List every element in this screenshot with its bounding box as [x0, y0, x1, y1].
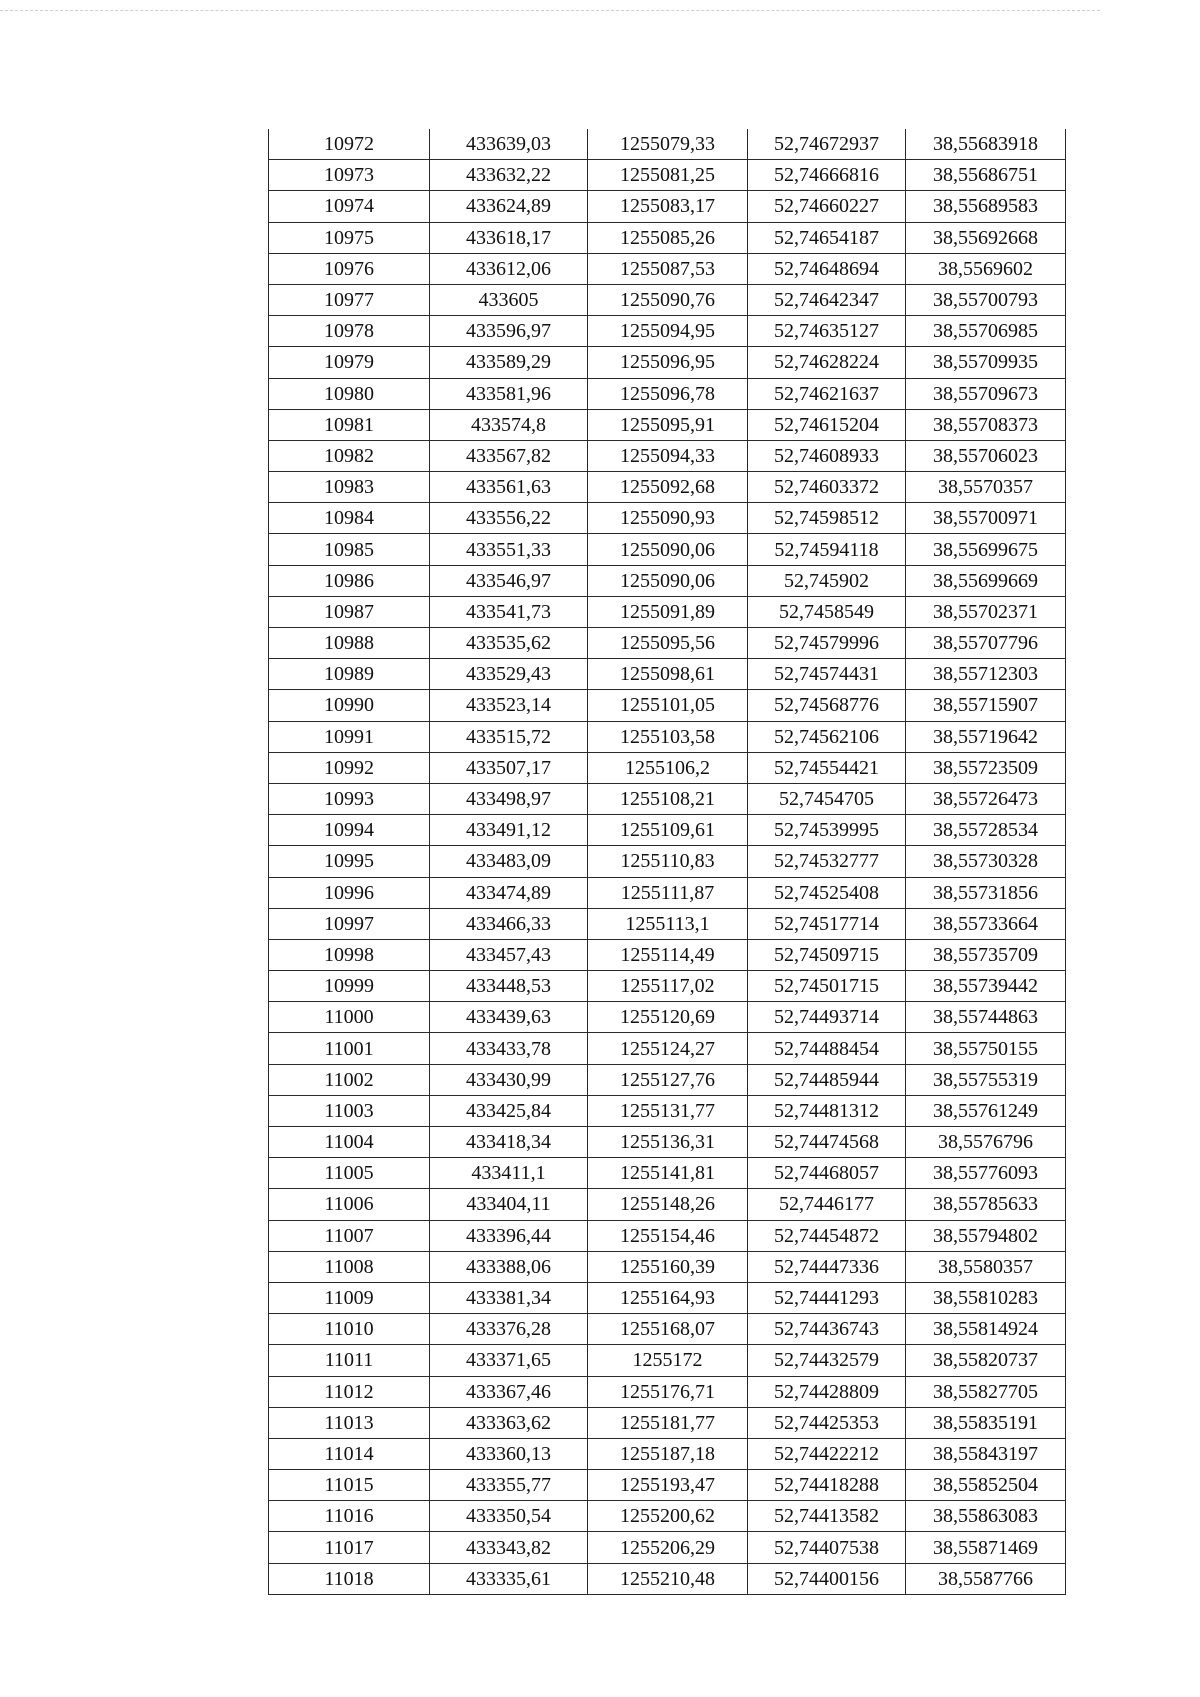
longitude-cell: 38,55715907: [906, 690, 1066, 721]
point-number-cell: 10991: [269, 721, 430, 752]
x-coordinate-cell: 433363,62: [430, 1407, 588, 1438]
table-row: [269, 1002, 1066, 1033]
x-coordinate-cell: 433376,28: [430, 1314, 588, 1345]
x-coordinate-cell: 433581,96: [430, 378, 588, 409]
longitude-cell: 38,55814924: [906, 1314, 1066, 1345]
point-number-cell: 11003: [269, 1095, 430, 1126]
x-coordinate-cell: 433632,22: [430, 160, 588, 191]
y-coordinate-cell: 1255096,78: [588, 378, 748, 409]
y-coordinate-cell: 1255127,76: [588, 1064, 748, 1095]
point-number-cell: 11016: [269, 1501, 430, 1532]
x-coordinate-cell: 433535,62: [430, 628, 588, 659]
longitude-cell: 38,55852504: [906, 1470, 1066, 1501]
longitude-cell: 38,55755319: [906, 1064, 1066, 1095]
latitude-cell: 52,74474568: [748, 1127, 906, 1158]
y-coordinate-cell: 1255113,1: [588, 908, 748, 939]
table-row: [269, 721, 1066, 752]
y-coordinate-cell: 1255206,29: [588, 1532, 748, 1563]
point-number-cell: 11017: [269, 1532, 430, 1563]
x-coordinate-cell: 433612,06: [430, 253, 588, 284]
x-coordinate-cell: 433515,72: [430, 721, 588, 752]
x-coordinate-cell: 433529,43: [430, 659, 588, 690]
y-coordinate-cell: 1255187,18: [588, 1438, 748, 1469]
x-coordinate-cell: 433411,1: [430, 1158, 588, 1189]
longitude-cell: 38,55810283: [906, 1282, 1066, 1313]
y-coordinate-cell: 1255172: [588, 1345, 748, 1376]
latitude-cell: 52,74517714: [748, 908, 906, 939]
point-number-cell: 10990: [269, 690, 430, 721]
longitude-cell: 38,55708373: [906, 409, 1066, 440]
table-row: [269, 1501, 1066, 1532]
point-number-cell: 10988: [269, 628, 430, 659]
point-number-cell: 10983: [269, 472, 430, 503]
table-row: [269, 565, 1066, 596]
y-coordinate-cell: 1255090,06: [588, 534, 748, 565]
y-coordinate-cell: 1255090,93: [588, 503, 748, 534]
x-coordinate-cell: 433396,44: [430, 1220, 588, 1251]
longitude-cell: 38,55706985: [906, 316, 1066, 347]
latitude-cell: 52,74447336: [748, 1251, 906, 1282]
table-row: [269, 877, 1066, 908]
latitude-cell: 52,74574431: [748, 659, 906, 690]
y-coordinate-cell: 1255181,77: [588, 1407, 748, 1438]
y-coordinate-cell: 1255092,68: [588, 472, 748, 503]
latitude-cell: 52,74481312: [748, 1095, 906, 1126]
y-coordinate-cell: 1255094,95: [588, 316, 748, 347]
latitude-cell: 52,74422212: [748, 1438, 906, 1469]
x-coordinate-cell: 433448,53: [430, 971, 588, 1002]
y-coordinate-cell: 1255117,02: [588, 971, 748, 1002]
point-number-cell: 10997: [269, 908, 430, 939]
x-coordinate-cell: 433381,34: [430, 1282, 588, 1313]
point-number-cell: 11008: [269, 1251, 430, 1282]
table-row: [269, 160, 1066, 191]
y-coordinate-cell: 1255090,76: [588, 284, 748, 315]
latitude-cell: 52,74603372: [748, 472, 906, 503]
longitude-cell: 38,55750155: [906, 1033, 1066, 1064]
table-row: [269, 347, 1066, 378]
point-number-cell: 10992: [269, 752, 430, 783]
y-coordinate-cell: 1255095,56: [588, 628, 748, 659]
longitude-cell: 38,55739442: [906, 971, 1066, 1002]
table-row: [269, 1251, 1066, 1282]
latitude-cell: 52,74554421: [748, 752, 906, 783]
point-number-cell: 10972: [269, 129, 430, 160]
latitude-cell: 52,74642347: [748, 284, 906, 315]
y-coordinate-cell: 1255096,95: [588, 347, 748, 378]
longitude-cell: 38,55733664: [906, 908, 1066, 939]
table-row: [269, 659, 1066, 690]
longitude-cell: 38,55699675: [906, 534, 1066, 565]
table-row: [269, 222, 1066, 253]
x-coordinate-cell: 433457,43: [430, 939, 588, 970]
point-number-cell: 10998: [269, 939, 430, 970]
longitude-cell: 38,5580357: [906, 1251, 1066, 1282]
x-coordinate-cell: 433335,61: [430, 1563, 588, 1594]
y-coordinate-cell: 1255094,33: [588, 440, 748, 471]
latitude-cell: 52,74418288: [748, 1470, 906, 1501]
table-row: [269, 1376, 1066, 1407]
y-coordinate-cell: 1255108,21: [588, 783, 748, 814]
y-coordinate-cell: 1255141,81: [588, 1158, 748, 1189]
y-coordinate-cell: 1255110,83: [588, 846, 748, 877]
table-row: [269, 939, 1066, 970]
table-row: [269, 534, 1066, 565]
table-row: [269, 472, 1066, 503]
y-coordinate-cell: 1255101,05: [588, 690, 748, 721]
longitude-cell: 38,55689583: [906, 191, 1066, 222]
latitude-cell: 52,74509715: [748, 939, 906, 970]
x-coordinate-cell: 433639,03: [430, 129, 588, 160]
y-coordinate-cell: 1255109,61: [588, 815, 748, 846]
y-coordinate-cell: 1255193,47: [588, 1470, 748, 1501]
point-number-cell: 10984: [269, 503, 430, 534]
x-coordinate-cell: 433605: [430, 284, 588, 315]
x-coordinate-cell: 433561,63: [430, 472, 588, 503]
y-coordinate-cell: 1255120,69: [588, 1002, 748, 1033]
latitude-cell: 52,74672937: [748, 129, 906, 160]
point-number-cell: 10986: [269, 565, 430, 596]
point-number-cell: 10996: [269, 877, 430, 908]
y-coordinate-cell: 1255154,46: [588, 1220, 748, 1251]
x-coordinate-cell: 433541,73: [430, 596, 588, 627]
latitude-cell: 52,74562106: [748, 721, 906, 752]
point-number-cell: 10978: [269, 316, 430, 347]
x-coordinate-cell: 433551,33: [430, 534, 588, 565]
latitude-cell: 52,745902: [748, 565, 906, 596]
x-coordinate-cell: 433350,54: [430, 1501, 588, 1532]
x-coordinate-cell: 433618,17: [430, 222, 588, 253]
x-coordinate-cell: 433589,29: [430, 347, 588, 378]
latitude-cell: 52,74539995: [748, 815, 906, 846]
table-row: [269, 1532, 1066, 1563]
table-row: [269, 908, 1066, 939]
point-number-cell: 11004: [269, 1127, 430, 1158]
latitude-cell: 52,7454705: [748, 783, 906, 814]
x-coordinate-cell: 433404,11: [430, 1189, 588, 1220]
scan-edge-line: [0, 10, 1100, 11]
x-coordinate-cell: 433596,97: [430, 316, 588, 347]
latitude-cell: 52,74598512: [748, 503, 906, 534]
x-coordinate-cell: 433624,89: [430, 191, 588, 222]
y-coordinate-cell: 1255106,2: [588, 752, 748, 783]
latitude-cell: 52,74660227: [748, 191, 906, 222]
longitude-cell: 38,55700793: [906, 284, 1066, 315]
longitude-cell: 38,55843197: [906, 1438, 1066, 1469]
y-coordinate-cell: 1255164,93: [588, 1282, 748, 1313]
longitude-cell: 38,55726473: [906, 783, 1066, 814]
x-coordinate-cell: 433491,12: [430, 815, 588, 846]
longitude-cell: 38,55827705: [906, 1376, 1066, 1407]
point-number-cell: 11006: [269, 1189, 430, 1220]
table-row: [269, 1033, 1066, 1064]
table-row: [269, 628, 1066, 659]
table-row: [269, 440, 1066, 471]
point-number-cell: 10985: [269, 534, 430, 565]
longitude-cell: 38,55686751: [906, 160, 1066, 191]
point-number-cell: 11011: [269, 1345, 430, 1376]
latitude-cell: 52,74648694: [748, 253, 906, 284]
point-number-cell: 10977: [269, 284, 430, 315]
y-coordinate-cell: 1255200,62: [588, 1501, 748, 1532]
table-row: [269, 971, 1066, 1002]
point-number-cell: 11001: [269, 1033, 430, 1064]
latitude-cell: 52,74485944: [748, 1064, 906, 1095]
longitude-cell: 38,5569602: [906, 253, 1066, 284]
x-coordinate-cell: 433546,97: [430, 565, 588, 596]
longitude-cell: 38,55719642: [906, 721, 1066, 752]
y-coordinate-cell: 1255136,31: [588, 1127, 748, 1158]
point-number-cell: 10982: [269, 440, 430, 471]
point-number-cell: 10976: [269, 253, 430, 284]
longitude-cell: 38,55709935: [906, 347, 1066, 378]
latitude-cell: 52,74654187: [748, 222, 906, 253]
y-coordinate-cell: 1255081,25: [588, 160, 748, 191]
x-coordinate-cell: 433388,06: [430, 1251, 588, 1282]
longitude-cell: 38,55700971: [906, 503, 1066, 534]
table-row: [269, 316, 1066, 347]
latitude-cell: 52,74628224: [748, 347, 906, 378]
latitude-cell: 52,7446177: [748, 1189, 906, 1220]
point-number-cell: 10980: [269, 378, 430, 409]
x-coordinate-cell: 433474,89: [430, 877, 588, 908]
longitude-cell: 38,55794802: [906, 1220, 1066, 1251]
x-coordinate-cell: 433418,34: [430, 1127, 588, 1158]
point-number-cell: 10989: [269, 659, 430, 690]
point-number-cell: 10993: [269, 783, 430, 814]
longitude-cell: 38,55728534: [906, 815, 1066, 846]
latitude-cell: 52,74594118: [748, 534, 906, 565]
point-number-cell: 11000: [269, 1002, 430, 1033]
longitude-cell: 38,55699669: [906, 565, 1066, 596]
longitude-cell: 38,55712303: [906, 659, 1066, 690]
table-row: [269, 1189, 1066, 1220]
table-row: [269, 129, 1066, 160]
x-coordinate-cell: 433343,82: [430, 1532, 588, 1563]
table-row: [269, 815, 1066, 846]
x-coordinate-cell: 433574,8: [430, 409, 588, 440]
y-coordinate-cell: 1255111,87: [588, 877, 748, 908]
table-row: [269, 1064, 1066, 1095]
table-row: [269, 1220, 1066, 1251]
latitude-cell: 52,74436743: [748, 1314, 906, 1345]
longitude-cell: 38,55709673: [906, 378, 1066, 409]
x-coordinate-cell: 433433,78: [430, 1033, 588, 1064]
x-coordinate-cell: 433439,63: [430, 1002, 588, 1033]
y-coordinate-cell: 1255131,77: [588, 1095, 748, 1126]
point-number-cell: 10975: [269, 222, 430, 253]
y-coordinate-cell: 1255160,39: [588, 1251, 748, 1282]
table-row: [269, 191, 1066, 222]
latitude-cell: 52,74454872: [748, 1220, 906, 1251]
x-coordinate-cell: 433371,65: [430, 1345, 588, 1376]
point-number-cell: 10995: [269, 846, 430, 877]
point-number-cell: 10987: [269, 596, 430, 627]
latitude-cell: 52,74501715: [748, 971, 906, 1002]
table-row: [269, 284, 1066, 315]
table-row: [269, 409, 1066, 440]
longitude-cell: 38,55692668: [906, 222, 1066, 253]
coordinates-table-body: [269, 129, 1066, 1594]
longitude-cell: 38,55730328: [906, 846, 1066, 877]
point-number-cell: 11010: [269, 1314, 430, 1345]
table-row: [269, 846, 1066, 877]
y-coordinate-cell: 1255114,49: [588, 939, 748, 970]
x-coordinate-cell: 433507,17: [430, 752, 588, 783]
point-number-cell: 11009: [269, 1282, 430, 1313]
latitude-cell: 52,74615204: [748, 409, 906, 440]
x-coordinate-cell: 433556,22: [430, 503, 588, 534]
coordinates-table: [268, 129, 1066, 1595]
latitude-cell: 52,74428809: [748, 1376, 906, 1407]
point-number-cell: 10979: [269, 347, 430, 378]
table-row: [269, 378, 1066, 409]
y-coordinate-cell: 1255083,17: [588, 191, 748, 222]
x-coordinate-cell: 433425,84: [430, 1095, 588, 1126]
latitude-cell: 52,7458549: [748, 596, 906, 627]
x-coordinate-cell: 433466,33: [430, 908, 588, 939]
x-coordinate-cell: 433567,82: [430, 440, 588, 471]
point-number-cell: 10994: [269, 815, 430, 846]
table-row: [269, 596, 1066, 627]
x-coordinate-cell: 433523,14: [430, 690, 588, 721]
longitude-cell: 38,55761249: [906, 1095, 1066, 1126]
longitude-cell: 38,55683918: [906, 129, 1066, 160]
latitude-cell: 52,74493714: [748, 1002, 906, 1033]
longitude-cell: 38,55707796: [906, 628, 1066, 659]
latitude-cell: 52,74400156: [748, 1563, 906, 1594]
longitude-cell: 38,55735709: [906, 939, 1066, 970]
longitude-cell: 38,5570357: [906, 472, 1066, 503]
latitude-cell: 52,74666816: [748, 160, 906, 191]
table-row: [269, 1563, 1066, 1594]
longitude-cell: 38,55871469: [906, 1532, 1066, 1563]
longitude-cell: 38,5576796: [906, 1127, 1066, 1158]
table-row: [269, 1158, 1066, 1189]
y-coordinate-cell: 1255176,71: [588, 1376, 748, 1407]
table-row: [269, 1127, 1066, 1158]
latitude-cell: 52,74441293: [748, 1282, 906, 1313]
latitude-cell: 52,74432579: [748, 1345, 906, 1376]
y-coordinate-cell: 1255124,27: [588, 1033, 748, 1064]
longitude-cell: 38,55731856: [906, 877, 1066, 908]
point-number-cell: 10981: [269, 409, 430, 440]
latitude-cell: 52,74568776: [748, 690, 906, 721]
longitude-cell: 38,55863083: [906, 1501, 1066, 1532]
longitude-cell: 38,55702371: [906, 596, 1066, 627]
y-coordinate-cell: 1255210,48: [588, 1563, 748, 1594]
table-row: [269, 783, 1066, 814]
x-coordinate-cell: 433483,09: [430, 846, 588, 877]
latitude-cell: 52,74608933: [748, 440, 906, 471]
table-row: [269, 1407, 1066, 1438]
latitude-cell: 52,74532777: [748, 846, 906, 877]
latitude-cell: 52,74413582: [748, 1501, 906, 1532]
table-row: [269, 690, 1066, 721]
point-number-cell: 11018: [269, 1563, 430, 1594]
y-coordinate-cell: 1255098,61: [588, 659, 748, 690]
latitude-cell: 52,74621637: [748, 378, 906, 409]
x-coordinate-cell: 433498,97: [430, 783, 588, 814]
x-coordinate-cell: 433367,46: [430, 1376, 588, 1407]
point-number-cell: 11013: [269, 1407, 430, 1438]
point-number-cell: 11002: [269, 1064, 430, 1095]
table-row: [269, 1314, 1066, 1345]
point-number-cell: 10973: [269, 160, 430, 191]
table-row: [269, 253, 1066, 284]
latitude-cell: 52,74468057: [748, 1158, 906, 1189]
latitude-cell: 52,74525408: [748, 877, 906, 908]
point-number-cell: 11005: [269, 1158, 430, 1189]
point-number-cell: 11007: [269, 1220, 430, 1251]
longitude-cell: 38,5587766: [906, 1563, 1066, 1594]
x-coordinate-cell: 433355,77: [430, 1470, 588, 1501]
table-row: [269, 1438, 1066, 1469]
latitude-cell: 52,74635127: [748, 316, 906, 347]
y-coordinate-cell: 1255087,53: [588, 253, 748, 284]
table-row: [269, 1470, 1066, 1501]
x-coordinate-cell: 433360,13: [430, 1438, 588, 1469]
latitude-cell: 52,74407538: [748, 1532, 906, 1563]
y-coordinate-cell: 1255079,33: [588, 129, 748, 160]
latitude-cell: 52,74579996: [748, 628, 906, 659]
y-coordinate-cell: 1255095,91: [588, 409, 748, 440]
latitude-cell: 52,74425353: [748, 1407, 906, 1438]
longitude-cell: 38,55706023: [906, 440, 1066, 471]
y-coordinate-cell: 1255091,89: [588, 596, 748, 627]
longitude-cell: 38,55776093: [906, 1158, 1066, 1189]
point-number-cell: 11015: [269, 1470, 430, 1501]
longitude-cell: 38,55785633: [906, 1189, 1066, 1220]
table-row: [269, 1345, 1066, 1376]
latitude-cell: 52,74488454: [748, 1033, 906, 1064]
table-row: [269, 1095, 1066, 1126]
y-coordinate-cell: 1255090,06: [588, 565, 748, 596]
longitude-cell: 38,55820737: [906, 1345, 1066, 1376]
x-coordinate-cell: 433430,99: [430, 1064, 588, 1095]
table-row: [269, 752, 1066, 783]
point-number-cell: 10974: [269, 191, 430, 222]
point-number-cell: 11014: [269, 1438, 430, 1469]
y-coordinate-cell: 1255148,26: [588, 1189, 748, 1220]
longitude-cell: 38,55744863: [906, 1002, 1066, 1033]
point-number-cell: 10999: [269, 971, 430, 1002]
longitude-cell: 38,55723509: [906, 752, 1066, 783]
table-row: [269, 503, 1066, 534]
longitude-cell: 38,55835191: [906, 1407, 1066, 1438]
coordinates-table-container: [268, 129, 1066, 1595]
y-coordinate-cell: 1255103,58: [588, 721, 748, 752]
point-number-cell: 11012: [269, 1376, 430, 1407]
table-row: [269, 1282, 1066, 1313]
y-coordinate-cell: 1255085,26: [588, 222, 748, 253]
y-coordinate-cell: 1255168,07: [588, 1314, 748, 1345]
